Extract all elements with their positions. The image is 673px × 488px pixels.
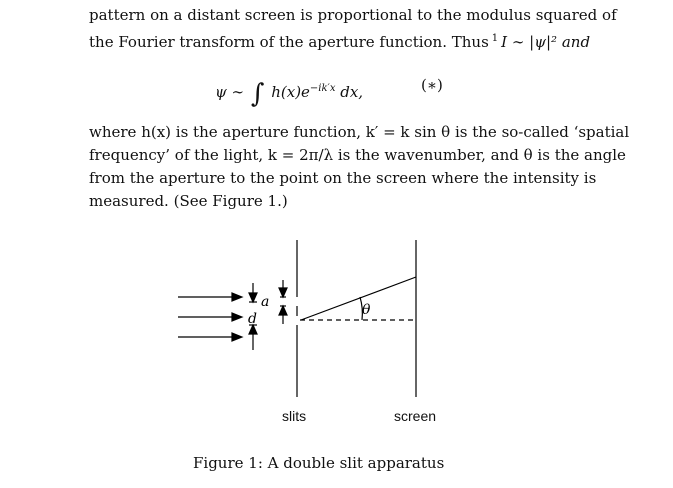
equation-number: (∗) (421, 76, 443, 94)
footnote-mark: 1 (491, 33, 499, 44)
paragraph-1-line-1: pattern on a distant screen is proportional to the modulus squared of (89, 6, 617, 24)
equation-integrand: h(x)e (271, 83, 310, 101)
incoming-ray-2 (178, 313, 242, 321)
paragraph-2-line-4: measured. (See Figure 1.) (89, 192, 288, 210)
paragraph-1 (89, 4, 617, 54)
double-slit-diagram (170, 232, 440, 442)
equation-exponent: −ik′x (309, 83, 336, 94)
label-slits: slits (282, 408, 307, 424)
fourier-equation (215, 74, 364, 109)
label-d: d (248, 311, 257, 327)
slit-width-arrows (279, 280, 287, 324)
figure-caption: Figure 1: A double slit apparatus (193, 454, 445, 472)
paragraph-2 (89, 121, 630, 213)
diffracted-ray (301, 277, 416, 320)
incoming-ray-1 (178, 293, 242, 301)
equation-lhs: ψ ∼ (215, 83, 245, 101)
label-screen: screen (394, 408, 437, 424)
label-theta: θ (362, 302, 371, 318)
equation-dx: dx, (340, 83, 364, 101)
label-a: a (261, 294, 270, 310)
intensity-relation: I ∼ |ψ|² and (501, 33, 591, 51)
paragraph-2-line-3: from the aperture to the point on the screen where the intensity is (89, 169, 597, 187)
paragraph-2-line-1: where h(x) is the aperture function, k′ = k sin θ is the so-called ‘spatial (89, 123, 630, 141)
thus-text: the Fourier transform of the aperture function. Thus (89, 33, 489, 51)
integral-sign: ∫ (250, 79, 265, 109)
paragraph-2-line-2: frequency’ of the light, k = 2π/λ is the wavenumber, and θ is the angle (89, 146, 626, 164)
incoming-ray-3 (178, 333, 242, 341)
paragraph-1-line-2 (89, 27, 591, 54)
